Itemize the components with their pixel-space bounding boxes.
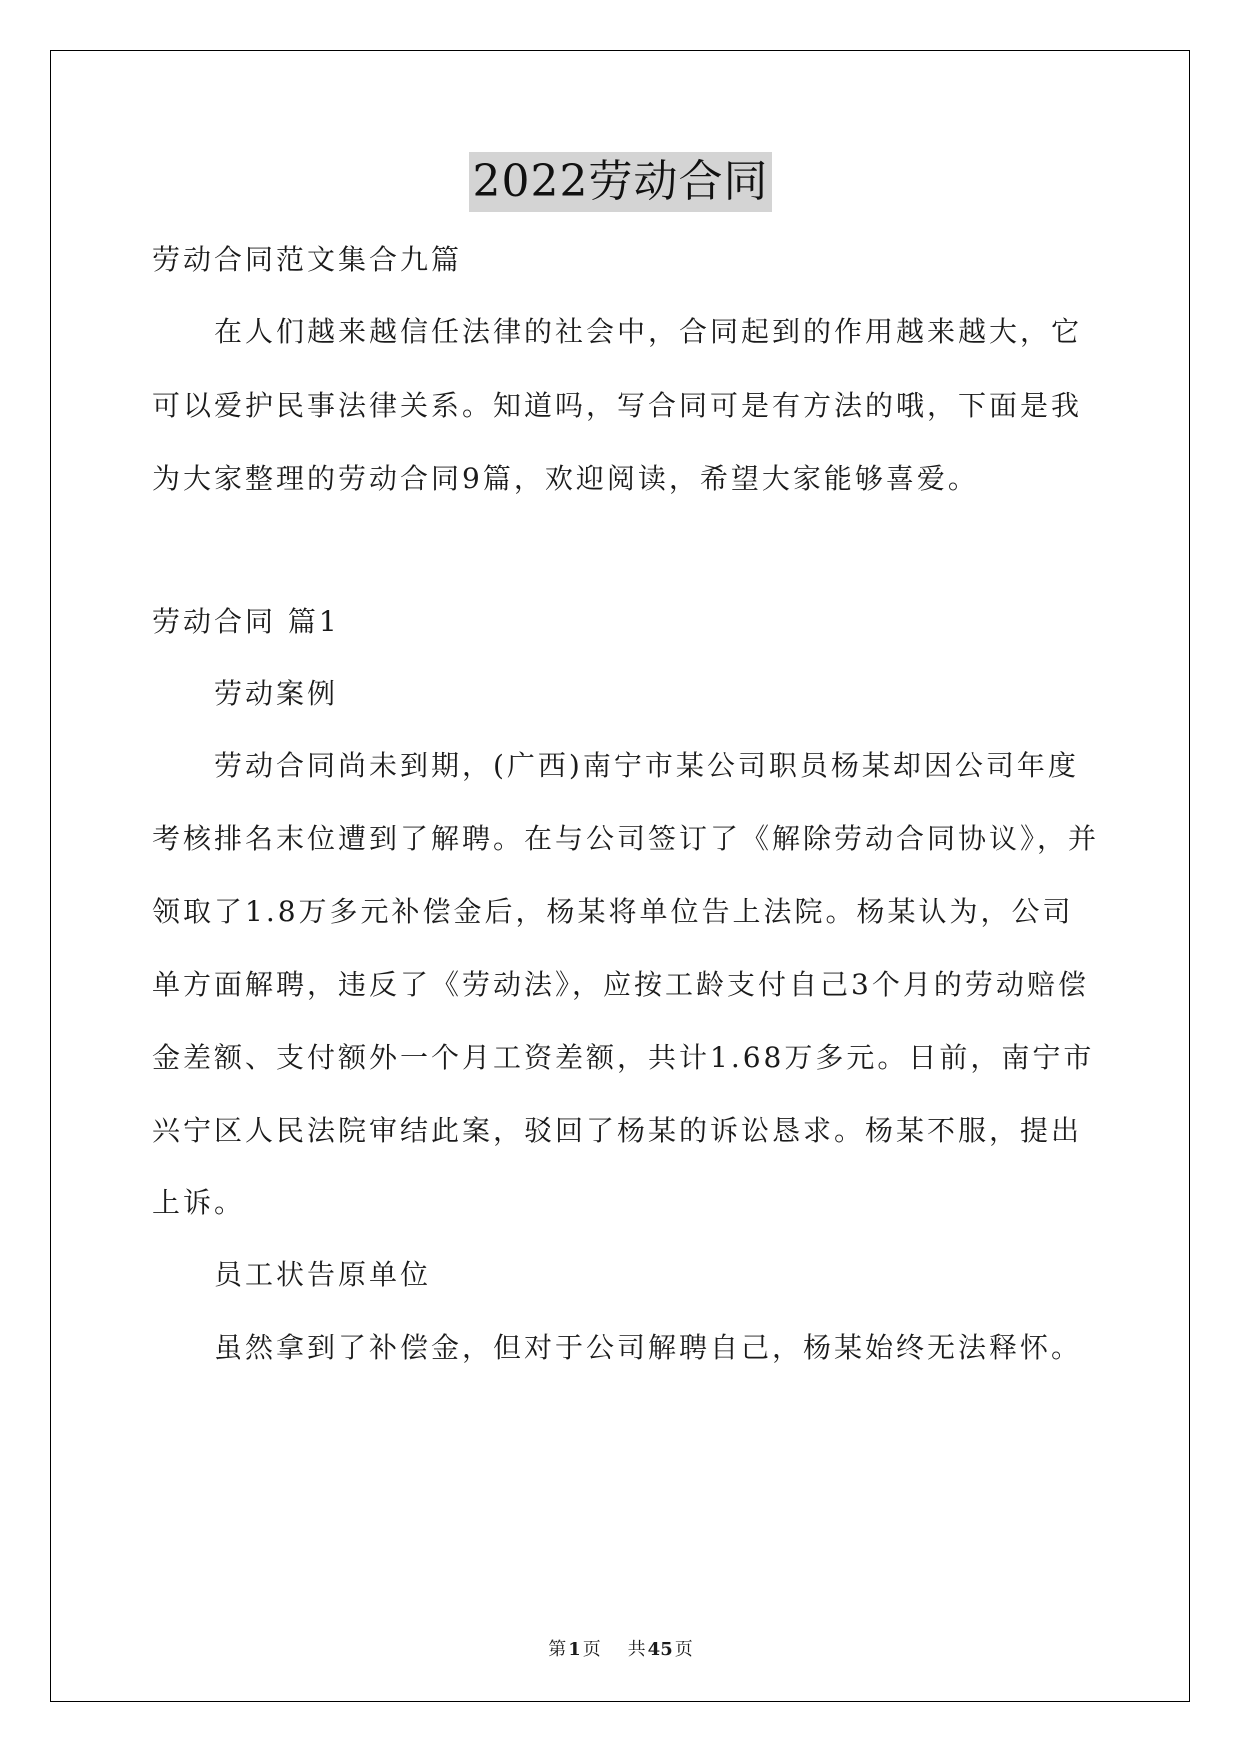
paragraph-line: 可以爱护民事法律关系。知道吗，写合同可是有方法的哦，下面是我	[152, 389, 1083, 422]
page-border	[50, 50, 1190, 1702]
paragraph-line: 考核排名末位遭到了解聘。在与公司签订了《解除劳动合同协议》，并	[152, 822, 1100, 855]
subtitle-line: 劳动合同范文集合九篇	[152, 243, 463, 276]
paragraph-line: 领取了1.8万多元补偿金后，杨某将单位告上法院。杨某认为，公司	[152, 895, 1074, 928]
total-pages: 45	[647, 1639, 673, 1660]
paragraph-line: 兴宁区人民法院审结此案，驳回了杨某的诉讼恳求。杨某不服，提出	[152, 1114, 1083, 1147]
paragraph-line: 虽然拿到了补偿金，但对于公司解聘自己，杨某始终无法释怀。	[214, 1331, 1083, 1364]
paragraph-line: 为大家整理的劳动合同9篇，欢迎阅读，希望大家能够喜爱。	[152, 462, 979, 495]
subheading: 员工状告原单位	[214, 1258, 432, 1291]
document-title: 2022劳动合同	[469, 152, 773, 212]
total-suffix: 页	[674, 1639, 693, 1660]
section-heading: 劳动合同 篇1	[152, 605, 340, 638]
paragraph-line: 上诉。	[152, 1186, 246, 1219]
paragraph-line: 在人们越来越信任法律的社会中，合同起到的作用越来越大，它	[214, 315, 1083, 348]
page-suffix: 页	[582, 1639, 601, 1660]
page-prefix: 第	[548, 1639, 567, 1660]
paragraph-line: 金差额、支付额外一个月工资差额，共计1.68万多元。日前，南宁市	[152, 1041, 1095, 1074]
paragraph-line: 单方面解聘，违反了《劳动法》，应按工龄支付自己3个月的劳动赔偿	[152, 968, 1089, 1001]
total-prefix: 共	[627, 1639, 646, 1660]
subheading: 劳动案例	[214, 677, 339, 710]
page-number: 1	[568, 1639, 581, 1660]
paragraph-line: 劳动合同尚未到期，(广西)南宁市某公司职员杨某却因公司年度	[214, 749, 1079, 782]
title-wrap	[0, 152, 1241, 212]
page-footer	[0, 1635, 1241, 1661]
